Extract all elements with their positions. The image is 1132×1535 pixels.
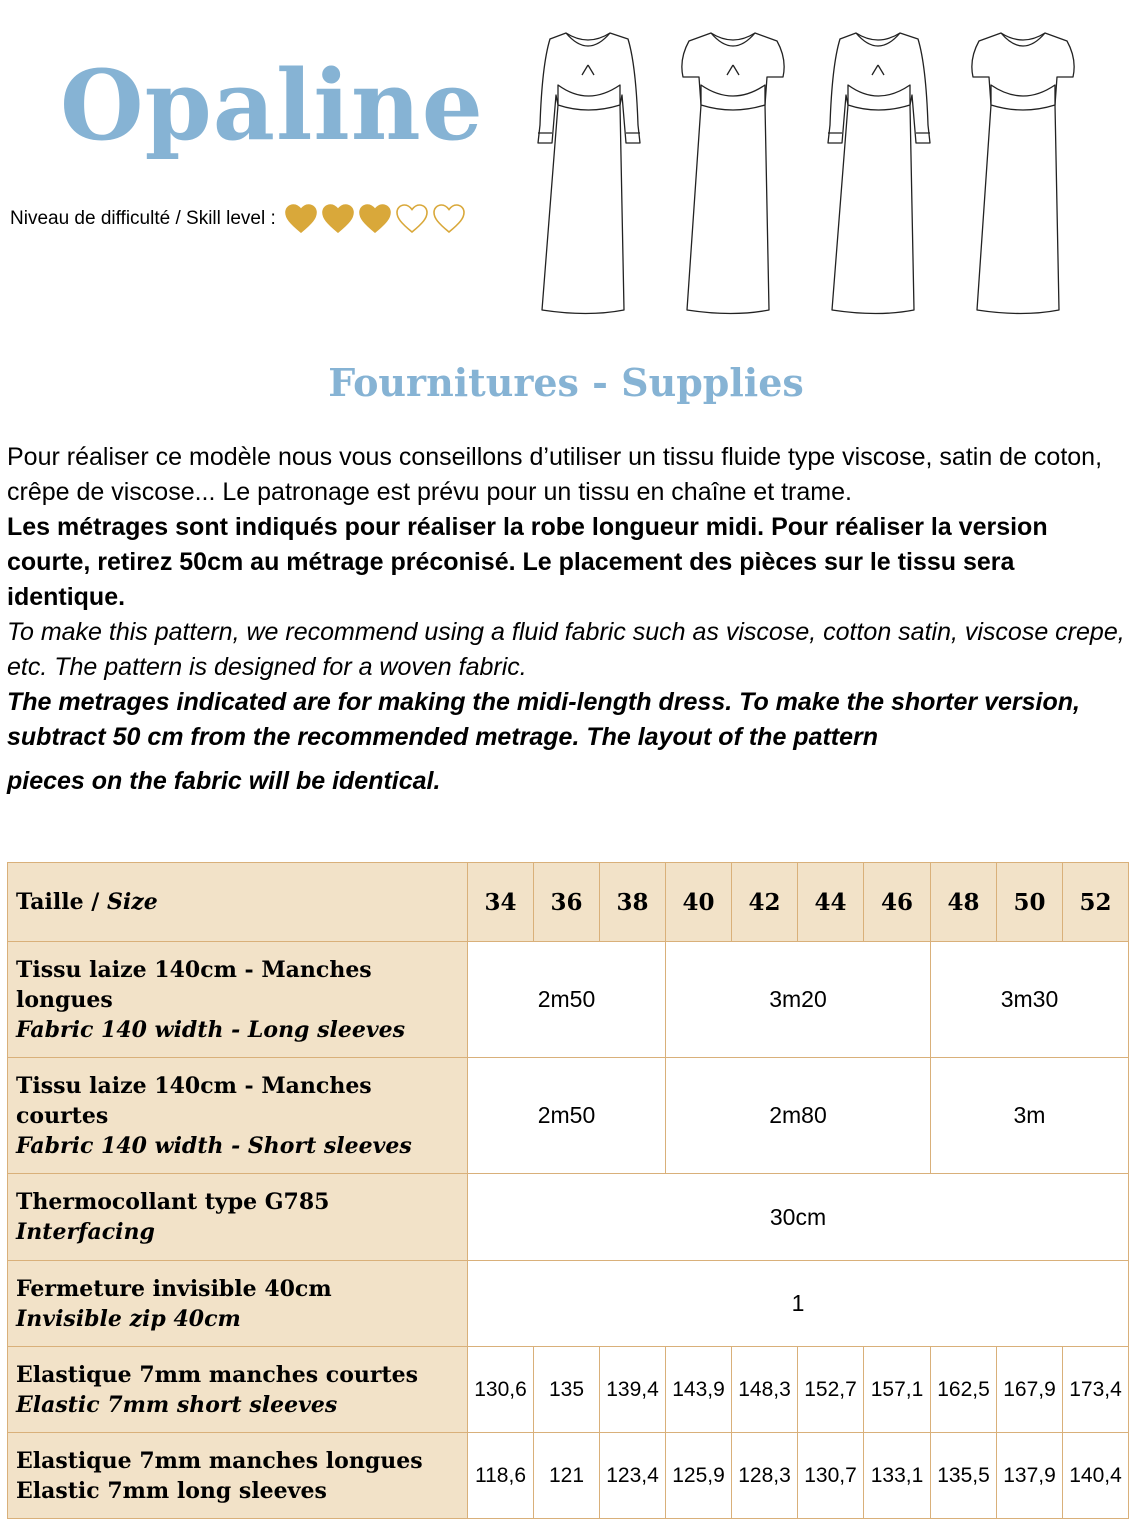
size-cell: 36	[534, 863, 600, 942]
intro-fr: Pour réaliser ce modèle nous vous conseillons d’utiliser un tissu fluide type viscose, satin de coton, crêpe de viscose... Le patronage est prévu pour un tissu en chaîne et trame.	[7, 443, 1103, 506]
dress-drawing-long-sleeves	[828, 33, 930, 314]
value-cell: 123,4	[600, 1433, 666, 1519]
table-row-elastic-short	[8, 1347, 1129, 1433]
value-cell: 140,4	[1063, 1433, 1129, 1519]
row-label: Elastique 7mm manches courtes Elastic 7mm short sleeves	[8, 1347, 468, 1433]
value-cell: 2m50	[468, 1058, 666, 1174]
value-cell: 1	[468, 1261, 1129, 1347]
value-cell: 162,5	[931, 1347, 997, 1433]
value-cell: 3m30	[931, 942, 1129, 1058]
value-cell: 135	[534, 1347, 600, 1433]
skill-hearts	[284, 203, 466, 235]
table-header-row	[8, 863, 1129, 942]
table-row-elastic-long	[8, 1433, 1129, 1519]
size-cell: 42	[732, 863, 798, 942]
table-row-fabric-long	[8, 942, 1129, 1058]
supplies-intro	[7, 440, 1127, 799]
value-cell: 167,9	[997, 1347, 1063, 1433]
size-cell: 46	[864, 863, 931, 942]
row-label: Fermeture invisible 40cm Invisible zip 40cm	[8, 1261, 468, 1347]
value-cell: 3m20	[666, 942, 931, 1058]
size-cell: 34	[468, 863, 534, 942]
value-cell: 3m	[931, 1058, 1129, 1174]
value-cell: 133,1	[864, 1433, 931, 1519]
row-label: Tissu laize 140cm - Manches longues Fabric 140 width - Long sleeves	[8, 942, 468, 1058]
size-cell: 40	[666, 863, 732, 942]
size-header: Taille / Size	[8, 863, 468, 942]
value-cell: 2m50	[468, 942, 666, 1058]
heart-filled-icon	[321, 203, 355, 235]
supplies-title: Fournitures - Supplies	[328, 360, 804, 405]
heart-filled-icon	[358, 203, 392, 235]
intro-en: To make this pattern, we recommend using a fluid fabric such as viscose, cotton satin, viscose crepe, etc. The pattern is designed for a woven fabric.	[7, 618, 1125, 681]
dress-drawing-short-sleeves	[972, 33, 1074, 314]
value-cell: 173,4	[1063, 1347, 1129, 1433]
row-label: Thermocollant type G785 Interfacing	[8, 1174, 468, 1261]
dress-drawing-long-sleeves	[538, 33, 640, 314]
value-cell: 139,4	[600, 1347, 666, 1433]
value-cell: 143,9	[666, 1347, 732, 1433]
value-cell: 125,9	[666, 1433, 732, 1519]
value-cell: 121	[534, 1433, 600, 1519]
size-cell: 38	[600, 863, 666, 942]
value-cell: 135,5	[931, 1433, 997, 1519]
value-cell: 130,7	[798, 1433, 864, 1519]
skill-level-label: Niveau de difficulté / Skill level :	[10, 208, 276, 229]
table-row-fabric-short	[8, 1058, 1129, 1174]
value-cell: 128,3	[732, 1433, 798, 1519]
intro-en-bold: The metrages indicated are for making the midi-length dress. To make the shorter version, subtract 50 cm from the recommended metrage. The layout of the pattern	[7, 688, 1080, 751]
heart-outline-icon	[432, 203, 466, 235]
size-cell: 48	[931, 863, 997, 942]
value-cell: 157,1	[864, 1347, 931, 1433]
value-cell: 2m80	[666, 1058, 931, 1174]
intro-en-bold-end: pieces on the fabric will be identical.	[7, 767, 441, 795]
size-cell: 50	[997, 863, 1063, 942]
value-cell: 148,3	[732, 1347, 798, 1433]
value-cell: 152,7	[798, 1347, 864, 1433]
row-label: Elastique 7mm manches longues Elastic 7mm long sleeves	[8, 1433, 468, 1519]
table-row-interfacing	[8, 1174, 1129, 1261]
skill-level	[10, 203, 466, 235]
size-cell: 44	[798, 863, 864, 942]
pattern-title: Opaline	[60, 49, 484, 162]
table-row-zip	[8, 1261, 1129, 1347]
intro-fr-bold: Les métrages sont indiqués pour réaliser la robe longueur midi. Pour réaliser la version courte, retirez 50cm au métrage préconisé. Le placement des pièces sur le tissu sera identique.	[7, 513, 1048, 611]
size-cell: 52	[1063, 863, 1129, 942]
dress-drawing-short-sleeves	[682, 33, 784, 314]
value-cell: 118,6	[468, 1433, 534, 1519]
supplies-table	[7, 862, 1129, 1519]
row-label: Tissu laize 140cm - Manches courtes Fabric 140 width - Short sleeves	[8, 1058, 468, 1174]
value-cell: 30cm	[468, 1174, 1129, 1261]
dress-technical-drawings	[528, 25, 1108, 320]
value-cell: 130,6	[468, 1347, 534, 1433]
value-cell: 137,9	[997, 1433, 1063, 1519]
heart-outline-icon	[395, 203, 429, 235]
heart-filled-icon	[284, 203, 318, 235]
